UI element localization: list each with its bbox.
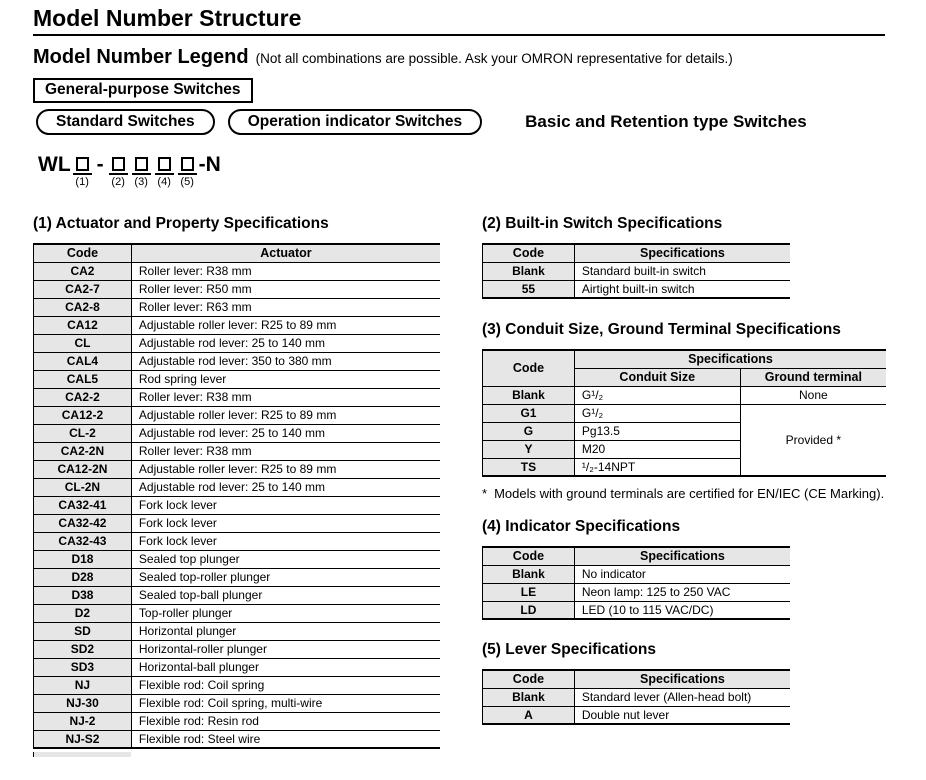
table-row <box>34 514 441 532</box>
code-cell: D18 <box>34 550 132 568</box>
actuator-table <box>33 243 440 749</box>
clipped-next-row <box>33 752 131 757</box>
model-position-2 <box>109 154 128 188</box>
column-header: Specifications <box>574 547 790 565</box>
code-cell: CA32-42 <box>34 514 132 532</box>
code-cell: CA2 <box>34 262 132 280</box>
legend-line <box>33 46 926 68</box>
table-header-row <box>34 244 441 262</box>
ground-terminal-cell: Provided * <box>740 404 886 476</box>
table-row <box>34 496 441 514</box>
model-box-icon <box>76 157 89 171</box>
operation-indicator-switches-pill: Operation indicator Switches <box>228 109 482 135</box>
spec-cell: LED (10 to 115 VAC/DC) <box>574 601 790 619</box>
column-header: Specifications <box>574 350 886 368</box>
position-label: (2) <box>111 176 125 188</box>
model-position-5 <box>178 154 197 188</box>
spec-cell: Roller lever: R38 mm <box>131 388 440 406</box>
spec-cell: Fork lock lever <box>131 514 440 532</box>
table-row <box>34 424 441 442</box>
code-cell: SD2 <box>34 640 132 658</box>
code-cell: Blank <box>483 386 575 404</box>
table-row <box>34 334 441 352</box>
table-row <box>34 280 441 298</box>
code-cell: D38 <box>34 586 132 604</box>
code-cell: CA12-2 <box>34 406 132 424</box>
column-header: Code <box>483 670 575 688</box>
switch-type-row <box>36 109 926 135</box>
conduit-size-cell: G¹/₂ <box>574 404 740 422</box>
code-cell: Blank <box>483 688 575 706</box>
table-row <box>483 262 791 280</box>
legend-title: Model Number Legend <box>33 46 249 68</box>
conduit-table <box>482 349 886 477</box>
code-cell: CAL4 <box>34 352 132 370</box>
footnote-text: Models with ground terminals are certified for EN/IEC (CE Marking). <box>494 486 885 501</box>
actuator-section-heading: (1) Actuator and Property Specifications <box>33 215 329 232</box>
column-header: Code <box>483 350 575 386</box>
spec-cell: Rod spring lever <box>131 370 440 388</box>
position-underline <box>132 173 151 175</box>
conduit-size-cell: ¹/₂-14NPT <box>574 458 740 476</box>
indicator-section-heading: (4) Indicator Specifications <box>482 518 681 535</box>
footnote-marker: * <box>482 486 488 501</box>
spec-cell: Adjustable rod lever: 25 to 140 mm <box>131 478 440 496</box>
position-label: (3) <box>134 176 148 188</box>
table-row <box>483 280 791 298</box>
column-header: Code <box>483 547 575 565</box>
spec-cell: Roller lever: R38 mm <box>131 262 440 280</box>
table-row <box>34 586 441 604</box>
spec-cell: Horizontal-ball plunger <box>131 658 440 676</box>
ground-terminal-cell: None <box>740 386 886 404</box>
model-box-icon <box>112 157 125 171</box>
table-row <box>34 460 441 478</box>
model-prefix: WL <box>38 153 71 176</box>
column-header: Ground terminal <box>740 368 886 386</box>
position-underline <box>109 173 128 175</box>
table-row <box>34 298 441 316</box>
table-row <box>483 386 887 404</box>
basic-retention-label: Basic and Retention type Switches <box>525 112 807 131</box>
table-row <box>34 352 441 370</box>
model-number-diagram <box>38 154 926 188</box>
lever-section-heading: (5) Lever Specifications <box>482 641 657 658</box>
spec-cell: Roller lever: R50 mm <box>131 280 440 298</box>
spec-cell: Adjustable rod lever: 25 to 140 mm <box>131 334 440 352</box>
model-box-icon <box>135 157 148 171</box>
column-header: Specifications <box>574 244 790 262</box>
table-row <box>483 565 791 583</box>
spec-cell: Neon lamp: 125 to 250 VAC <box>574 583 790 601</box>
position-label: (4) <box>157 176 171 188</box>
builtin-switch-section-heading: (2) Built-in Switch Specifications <box>482 215 723 232</box>
table-header-row <box>483 244 791 262</box>
code-cell: CA32-41 <box>34 496 132 514</box>
table-row <box>34 316 441 334</box>
table-row <box>34 730 441 748</box>
code-cell: SD <box>34 622 132 640</box>
table-row <box>34 550 441 568</box>
table-row <box>34 442 441 460</box>
table-row <box>34 568 441 586</box>
spec-cell: Roller lever: R38 mm <box>131 442 440 460</box>
spec-cell: Adjustable rod lever: 350 to 380 mm <box>131 352 440 370</box>
legend-note: (Not all combinations are possible. Ask your OMRON representative for details.) <box>255 51 733 66</box>
lever-table <box>482 669 790 725</box>
indicator-table <box>482 546 790 620</box>
code-cell: Blank <box>483 262 575 280</box>
table-row <box>34 622 441 640</box>
code-cell: G <box>483 422 575 440</box>
spec-cell: Horizontal plunger <box>131 622 440 640</box>
spec-cell: Adjustable roller lever: R25 to 89 mm <box>131 406 440 424</box>
column-header: Code <box>34 244 132 262</box>
table-row <box>34 694 441 712</box>
model-position-1 <box>73 154 92 188</box>
spec-cell: Top-roller plunger <box>131 604 440 622</box>
table-row <box>34 712 441 730</box>
spec-cell: Double nut lever <box>574 706 790 724</box>
table-row <box>483 706 791 724</box>
conduit-size-cell: Pg13.5 <box>574 422 740 440</box>
code-cell: D28 <box>34 568 132 586</box>
table-row <box>483 601 791 619</box>
code-cell: LE <box>483 583 575 601</box>
code-cell: Y <box>483 440 575 458</box>
code-cell: SD3 <box>34 658 132 676</box>
position-label: (5) <box>180 176 194 188</box>
code-cell: CA12-2N <box>34 460 132 478</box>
spec-cell: Adjustable rod lever: 25 to 140 mm <box>131 424 440 442</box>
code-cell: CA12 <box>34 316 132 334</box>
table-row <box>34 478 441 496</box>
right-column <box>482 215 887 757</box>
spec-cell: Flexible rod: Coil spring, multi-wire <box>131 694 440 712</box>
code-cell: CA32-43 <box>34 532 132 550</box>
spec-cell: No indicator <box>574 565 790 583</box>
table-row <box>34 604 441 622</box>
code-cell: NJ-S2 <box>34 730 132 748</box>
column-header: Actuator <box>131 244 440 262</box>
general-purpose-switches-box: General-purpose Switches <box>33 78 253 103</box>
table-row <box>34 532 441 550</box>
ground-terminal-footnote <box>482 486 887 501</box>
code-cell: CL-2N <box>34 478 132 496</box>
table-row <box>34 676 441 694</box>
table-header-row <box>483 670 791 688</box>
code-cell: CA2-2N <box>34 442 132 460</box>
model-box-icon <box>158 157 171 171</box>
spec-cell: Adjustable roller lever: R25 to 89 mm <box>131 460 440 478</box>
spec-cell: Standard built-in switch <box>574 262 790 280</box>
conduit-size-cell: M20 <box>574 440 740 458</box>
model-position-4 <box>155 154 174 188</box>
model-position-3 <box>132 154 151 188</box>
code-cell: G1 <box>483 404 575 422</box>
table-row <box>483 583 791 601</box>
column-header: Specifications <box>574 670 790 688</box>
spec-cell: Roller lever: R63 mm <box>131 298 440 316</box>
code-cell: D2 <box>34 604 132 622</box>
code-cell: TS <box>483 458 575 476</box>
spec-cell: Standard lever (Allen-head bolt) <box>574 688 790 706</box>
position-underline <box>73 173 92 175</box>
spec-cell: Flexible rod: Coil spring <box>131 676 440 694</box>
table-row <box>34 406 441 424</box>
code-cell: NJ-30 <box>34 694 132 712</box>
position-underline <box>178 173 197 175</box>
spec-cell: Horizontal-roller plunger <box>131 640 440 658</box>
page-title: Model Number Structure <box>33 5 302 31</box>
table-row <box>34 370 441 388</box>
table-header-row <box>483 547 791 565</box>
conduit-section-heading: (3) Conduit Size, Ground Terminal Specifications <box>482 321 841 338</box>
table-header-row <box>483 350 887 368</box>
spec-cell: Sealed top plunger <box>131 550 440 568</box>
spec-cell: Fork lock lever <box>131 496 440 514</box>
model-box-icon <box>181 157 194 171</box>
spec-cell: Flexible rod: Resin rod <box>131 712 440 730</box>
table-row <box>34 640 441 658</box>
code-cell: CAL5 <box>34 370 132 388</box>
conduit-size-cell: G¹/₂ <box>574 386 740 404</box>
table-row <box>34 262 441 280</box>
spec-cell: Adjustable roller lever: R25 to 89 mm <box>131 316 440 334</box>
code-cell: CA2-7 <box>34 280 132 298</box>
code-cell: LD <box>483 601 575 619</box>
column-header: Conduit Size <box>574 368 740 386</box>
code-cell: CA2-8 <box>34 298 132 316</box>
code-cell: CL-2 <box>34 424 132 442</box>
left-column <box>33 215 440 757</box>
table-row <box>483 688 791 706</box>
model-suffix: -N <box>198 153 221 176</box>
position-underline <box>155 173 174 175</box>
spec-cell: Sealed top-ball plunger <box>131 586 440 604</box>
standard-switches-pill: Standard Switches <box>36 109 215 135</box>
spec-cell: Fork lock lever <box>131 532 440 550</box>
table-row <box>34 388 441 406</box>
table-row <box>483 404 887 422</box>
code-cell: CA2-2 <box>34 388 132 406</box>
code-cell: Blank <box>483 565 575 583</box>
code-cell: CL <box>34 334 132 352</box>
code-cell: NJ <box>34 676 132 694</box>
position-label: (1) <box>75 176 89 188</box>
title-rule <box>33 34 885 36</box>
table-row <box>34 658 441 676</box>
code-cell: NJ-2 <box>34 712 132 730</box>
spec-cell: Sealed top-roller plunger <box>131 568 440 586</box>
code-cell: A <box>483 706 575 724</box>
spec-cell: Airtight built-in switch <box>574 280 790 298</box>
content-columns <box>33 215 926 757</box>
column-header: Code <box>483 244 575 262</box>
code-cell: 55 <box>483 280 575 298</box>
spec-cell: Flexible rod: Steel wire <box>131 730 440 748</box>
builtin-switch-table <box>482 243 790 299</box>
model-hyphen: - <box>96 153 104 176</box>
